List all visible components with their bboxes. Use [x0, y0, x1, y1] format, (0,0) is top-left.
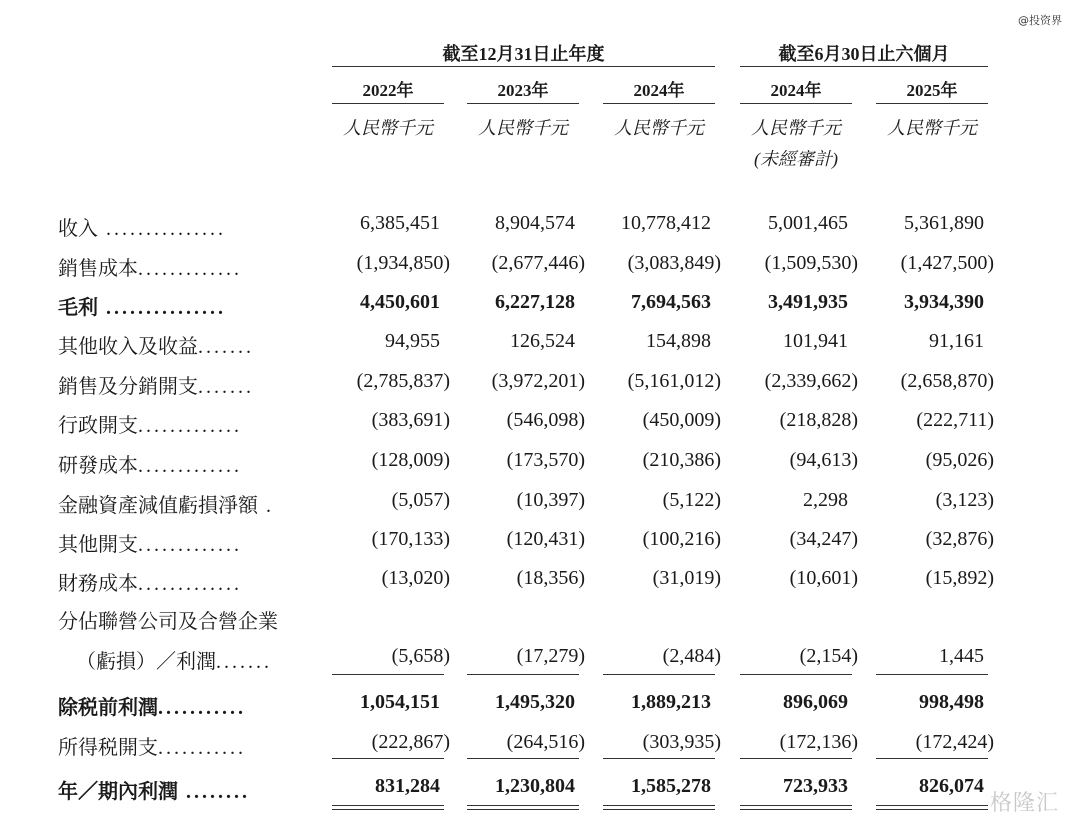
- row-value: (2,785,837): [356, 370, 450, 392]
- column-year-rule: [876, 103, 988, 104]
- row-value: 831,284: [375, 775, 440, 797]
- row-value: (546,098): [506, 409, 585, 431]
- row-value: 896,069: [783, 691, 848, 713]
- row-label-text: 收入: [58, 218, 98, 240]
- leader-dots: ...........: [158, 697, 246, 719]
- row-label: [58, 567, 242, 596]
- table-row: [0, 691, 1080, 721]
- row-value: (1,934,850): [356, 252, 450, 274]
- total-double-rule: [332, 805, 444, 810]
- table-row: [0, 605, 1080, 635]
- row-label-text: 行政開支: [58, 415, 138, 437]
- header-group-six-months: 截至6月30日止六個月: [778, 44, 950, 64]
- column-unit-label: 人民幣千元: [343, 118, 433, 138]
- row-label: [58, 330, 254, 359]
- row-value: 4,450,601: [360, 291, 440, 313]
- row-label-text: 分佔聯營公司及合營企業: [58, 611, 278, 633]
- leader-dots: ........: [178, 781, 250, 803]
- column-year-rule: [467, 103, 579, 104]
- row-value: 91,161: [929, 330, 984, 352]
- row-value: (2,677,446): [491, 252, 585, 274]
- row-value: 3,934,390: [904, 291, 984, 313]
- subtotal-rule: [332, 674, 444, 675]
- row-label-text: 除税前利潤: [58, 697, 158, 719]
- total-double-rule: [740, 805, 852, 810]
- row-value: 94,955: [385, 330, 440, 352]
- table-row: [0, 370, 1080, 400]
- table-row: [0, 567, 1080, 597]
- row-value: (10,397): [516, 489, 585, 511]
- row-label-text: 研發成本: [58, 455, 138, 477]
- row-value: (172,424): [915, 731, 994, 753]
- row-value: (303,935): [642, 731, 721, 753]
- row-value: (13,020): [381, 567, 450, 589]
- row-value: (173,570): [506, 449, 585, 471]
- table-row: [0, 528, 1080, 558]
- column-unit-label: 人民幣千元: [887, 118, 977, 138]
- row-value: (128,009): [371, 449, 450, 471]
- table-row: [0, 489, 1080, 519]
- header-group-fiscal-year-rule: [332, 66, 715, 67]
- column-year-header: 2025年: [906, 81, 958, 100]
- total-double-rule: [876, 805, 988, 810]
- column-year-rule: [740, 103, 852, 104]
- row-value: 5,001,465: [768, 212, 848, 234]
- row-label: [58, 489, 274, 518]
- row-value: (2,154): [799, 645, 858, 667]
- column-unit-label: 人民幣千元: [614, 118, 704, 138]
- column-year-header: 2024年: [633, 81, 685, 100]
- row-value: (2,484): [662, 645, 721, 667]
- row-value: (95,026): [925, 449, 994, 471]
- row-value: (1,509,530): [764, 252, 858, 274]
- leader-dots: .......: [198, 376, 254, 398]
- subtotal-rule: [603, 758, 715, 759]
- total-double-rule: [467, 805, 579, 810]
- table-row: [0, 291, 1080, 321]
- subtotal-rule: [740, 758, 852, 759]
- row-value: 5,361,890: [904, 212, 984, 234]
- row-label: [58, 691, 246, 720]
- row-label: [58, 731, 246, 760]
- row-value: (18,356): [516, 567, 585, 589]
- row-label: [58, 605, 278, 634]
- column-year-header: 2023年: [497, 81, 549, 100]
- row-label-text: 財務成本: [58, 573, 138, 595]
- row-value: 723,933: [783, 775, 848, 797]
- row-value: (218,828): [779, 409, 858, 431]
- subtotal-rule: [467, 674, 579, 675]
- header-group-fiscal-year: 截至12月31日止年度: [442, 44, 605, 64]
- row-value: 6,227,128: [495, 291, 575, 313]
- table-row: [0, 731, 1080, 761]
- leader-dots: .............: [138, 415, 242, 437]
- row-value: (264,516): [506, 731, 585, 753]
- leader-dots: .............: [138, 455, 242, 477]
- row-label: [58, 528, 242, 557]
- subtotal-rule: [876, 674, 988, 675]
- row-value: (5,122): [662, 489, 721, 511]
- leader-dots: .............: [138, 534, 242, 556]
- row-value: (10,601): [789, 567, 858, 589]
- row-value: 998,498: [919, 691, 984, 713]
- row-value: (2,339,662): [764, 370, 858, 392]
- row-value: 10,778,412: [621, 212, 711, 234]
- watermark-bottom: 格隆汇: [990, 791, 1060, 816]
- row-value: (3,972,201): [491, 370, 585, 392]
- row-value: (100,216): [642, 528, 721, 550]
- row-value: (3,123): [935, 489, 994, 511]
- row-value: 3,491,935: [768, 291, 848, 313]
- row-value: 2,298: [803, 489, 848, 511]
- row-value: (1,427,500): [900, 252, 994, 274]
- table-row: [0, 252, 1080, 282]
- row-value: (120,431): [506, 528, 585, 550]
- subtotal-rule: [740, 674, 852, 675]
- leader-dots: ...............: [98, 297, 226, 319]
- row-value: (2,658,870): [900, 370, 994, 392]
- row-value: 826,074: [919, 775, 984, 797]
- subtotal-rule: [467, 758, 579, 759]
- row-value: 6,385,451: [360, 212, 440, 234]
- row-label: [58, 212, 226, 241]
- leader-dots: .......: [198, 336, 254, 358]
- row-value: (5,161,012): [627, 370, 721, 392]
- row-label: [58, 775, 250, 804]
- row-label-text: 年／期內利潤: [58, 781, 178, 803]
- row-value: (170,133): [371, 528, 450, 550]
- table-row: [0, 775, 1080, 805]
- table-row: [0, 212, 1080, 242]
- table-row: [0, 330, 1080, 360]
- header-group-six-months-rule: [740, 66, 988, 67]
- column-year-rule: [603, 103, 715, 104]
- row-value: 1,495,320: [495, 691, 575, 713]
- column-year-rule: [332, 103, 444, 104]
- row-value: (34,247): [789, 528, 858, 550]
- row-label: [58, 449, 242, 478]
- leader-dots: .: [258, 495, 274, 517]
- row-value: (5,057): [391, 489, 450, 511]
- row-value: (31,019): [652, 567, 721, 589]
- row-value: 1,445: [939, 645, 984, 667]
- leader-dots: .............: [138, 258, 242, 280]
- column-year-header: 2022年: [362, 81, 414, 100]
- row-value: 126,524: [510, 330, 575, 352]
- column-unit-label: 人民幣千元: [478, 118, 568, 138]
- row-value: 1,889,213: [631, 691, 711, 713]
- watermark-top: @投资界: [1018, 14, 1062, 27]
- subtotal-rule: [603, 674, 715, 675]
- row-value: (3,083,849): [627, 252, 721, 274]
- row-value: (450,009): [642, 409, 721, 431]
- row-label-text: 金融資產減值虧損淨額: [58, 495, 258, 517]
- row-value: 8,904,574: [495, 212, 575, 234]
- total-double-rule: [603, 805, 715, 810]
- row-label: [58, 291, 226, 320]
- row-label-text: 銷售成本: [58, 258, 138, 280]
- leader-dots: ...........: [158, 737, 246, 759]
- row-value: (94,613): [789, 449, 858, 471]
- row-value: (222,711): [916, 409, 994, 431]
- row-value: 154,898: [646, 330, 711, 352]
- column-unit-label: 人民幣千元: [751, 118, 841, 138]
- row-label: [58, 252, 242, 281]
- row-value: 1,230,804: [495, 775, 575, 797]
- row-label-text: 毛利: [58, 297, 98, 319]
- leader-dots: .............: [138, 573, 242, 595]
- row-value: (222,867): [371, 731, 450, 753]
- row-value: (210,386): [642, 449, 721, 471]
- row-label-text: 其他收入及收益: [58, 336, 198, 358]
- table-row: [0, 449, 1080, 479]
- table-row: [0, 409, 1080, 439]
- row-value: (5,658): [391, 645, 450, 667]
- row-value: (383,691): [371, 409, 450, 431]
- column-year-header: 2024年: [770, 81, 822, 100]
- row-label: [58, 409, 242, 438]
- row-value: (17,279): [516, 645, 585, 667]
- leader-dots: .......: [216, 651, 272, 673]
- leader-dots: ...............: [98, 218, 226, 240]
- row-label: [76, 645, 272, 674]
- row-label-text: （虧損）／利潤: [76, 651, 216, 673]
- table-row: [0, 645, 1080, 675]
- row-label: [58, 370, 254, 399]
- row-label-text: 所得税開支: [58, 737, 158, 759]
- row-value: (172,136): [779, 731, 858, 753]
- row-value: 101,941: [783, 330, 848, 352]
- unaudited-note: (未經審計): [754, 149, 838, 169]
- row-value: 7,694,563: [631, 291, 711, 313]
- row-value: (32,876): [925, 528, 994, 550]
- row-label-text: 其他開支: [58, 534, 138, 556]
- row-value: 1,054,151: [360, 691, 440, 713]
- row-value: (15,892): [925, 567, 994, 589]
- subtotal-rule: [876, 758, 988, 759]
- row-label-text: 銷售及分銷開支: [58, 376, 198, 398]
- row-value: 1,585,278: [631, 775, 711, 797]
- subtotal-rule: [332, 758, 444, 759]
